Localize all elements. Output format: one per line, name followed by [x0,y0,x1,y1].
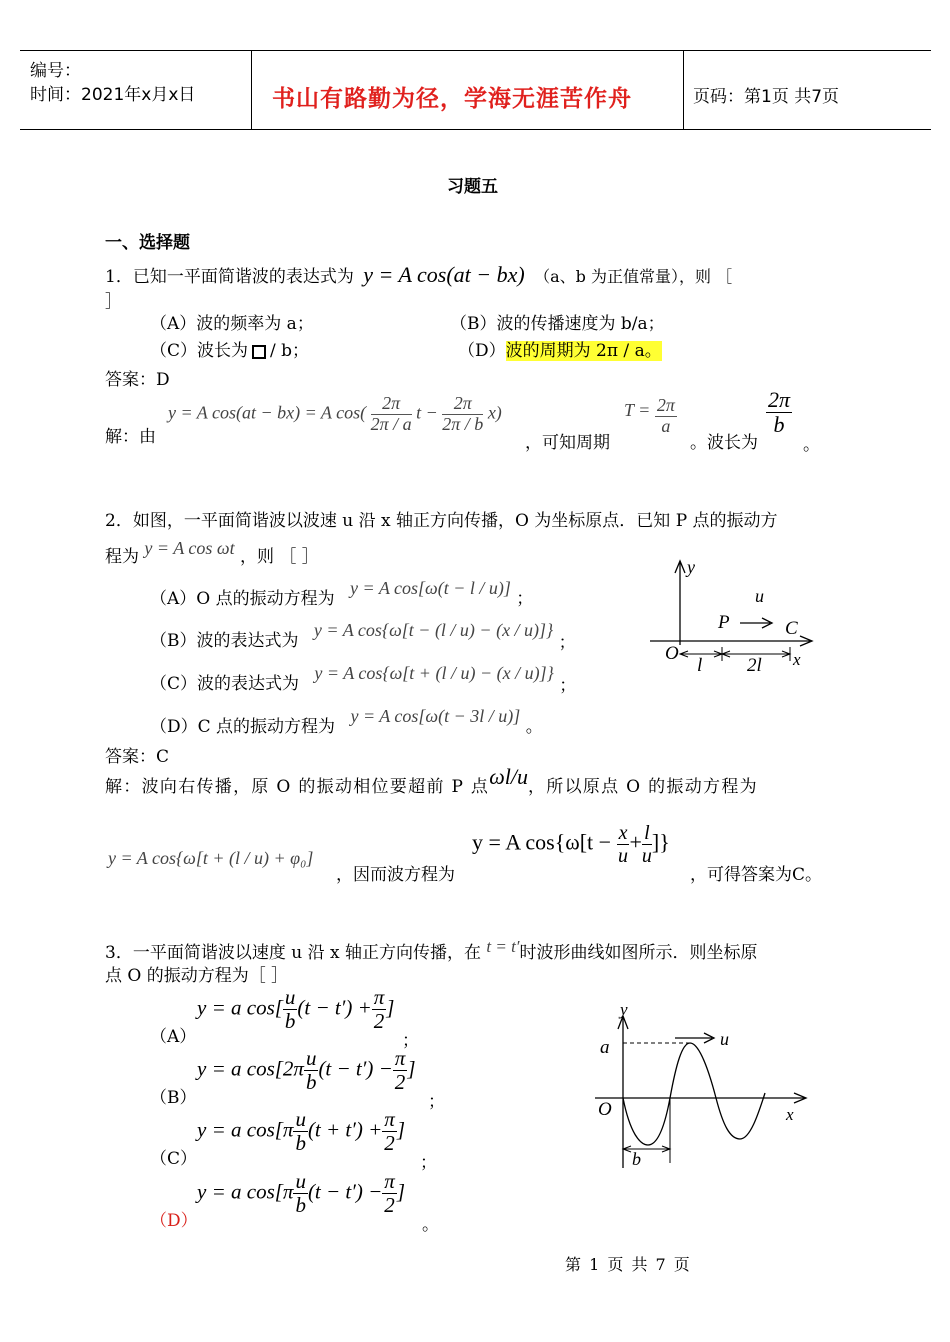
q2-wave-frac2-den: u [641,845,652,867]
q1-L-den: b [773,412,785,438]
q3-fig-u: u [720,1029,729,1049]
q3-option-a-formula [197,986,394,1033]
q1-end-period: 。 [803,435,820,455]
q1-solution-period-text: ，可知周期 [525,433,610,453]
lambda-placeholder-icon [252,345,266,359]
q3-d-frac-pi [382,1170,397,1217]
q2-solution-lead: 解：波向右传播，原 O 的振动相位要超前 P 点 [105,777,490,797]
q3-a-f3: ] [386,995,395,1020]
q1-wavelength-text: 。波长为 [690,433,758,453]
q2-option-a-formula: y = A cos[ω(t − l / u)] [350,578,511,598]
q2-stem-line2 [105,534,319,567]
q2-fig-x: x [793,650,801,669]
q3-wave-diagram [590,1003,820,1178]
q3-fig-O: O [598,1099,612,1120]
q2-fig-P: P [718,612,730,633]
q2-stem-tail: ，则 ［ ］ [240,547,319,567]
q2-stem-lead: 程为 [105,547,139,567]
q3-option-b-semi: ； [428,1092,445,1112]
q2-fig-y: y [687,557,695,577]
q3-d-frac-ub [293,1170,308,1217]
q2-wave-frac2-num: l [642,822,652,845]
q3-d-frac-2: 2 [384,1193,395,1218]
q2-wave-frac1-den: u [618,845,629,867]
q2-option-b-formula: y = A cos{ω[t − (l / u) − (x / u)]} [313,620,554,640]
q2-wave-diagram [645,555,845,685]
q2-solution-wave-formula [472,822,670,867]
q1-stem [105,262,732,288]
q3-option-a-semi: ； [402,1031,419,1051]
q2-fig-u: u [755,586,764,606]
q1-solution-lead: 解：由 [105,427,156,447]
q3-a-frac-pi-num: π [373,985,385,1009]
q2-option-b-label: （B）波的表达式为 [150,631,299,651]
q3-wave-curve [623,1043,765,1145]
q3-b-f1: y = a cos[2π [197,1056,304,1081]
q3-stem-line2: 点 O 的振动方程为［ ］ [105,966,289,986]
q3-a-frac-u: u [284,985,296,1009]
q3-b-frac-u: u [305,1046,317,1070]
q1-sol-frac1-den: 2π / a [370,413,412,434]
q2-wave-end: ]} [651,829,670,855]
q3-option-b-label: （B） [150,1088,197,1108]
q3-c-frac-2: 2 [384,1131,395,1156]
q1-sol-formula-start: y = A cos(at − bx) = A cos( [168,402,367,423]
q2-option-d-label: （D）C 点的振动方程为 [150,717,336,737]
q1-T-frac [655,396,677,437]
q3-a-f1: y = a cos[ [197,995,283,1020]
document-time-label: 时间：2021年x月x日 [30,85,196,105]
q3-option-c-semi: ； [420,1153,437,1173]
q1-L-num: 2π [768,387,791,412]
q1-solution-formula [168,394,502,435]
q3-d-frac-b: b [295,1193,306,1218]
q2-option-d [150,702,543,737]
q3-d-f1: y = a cos[π [197,1179,294,1204]
q2-option-a [150,574,534,609]
q3-option-b-formula [197,1047,416,1094]
q3-fig-a: a [600,1037,610,1058]
q1-option-a: （A）波的频率为 a； [150,314,314,334]
q1-sol-end: x) [487,402,502,423]
q1-option-d-highlighted: 波的周期为 2π / a。 [505,341,662,361]
q3-option-d-label: （D） [150,1211,198,1231]
q3-d-f3: ] [396,1179,405,1204]
q3-a-frac-ub [283,986,298,1033]
page-footer: 第 1 页 共 7 页 [565,1255,690,1274]
q2-fig-C: C [785,618,798,639]
q3-stem-lead: 3．一平面简谐波以速度 u 沿 x 轴正方向传播，在 [105,943,481,963]
document-number-label: 编号： [30,61,81,81]
q2-option-c-formula: y = A cos{ω[t + (l / u) − (x / u)]} [314,663,554,683]
q1-wavelength-formula [766,388,792,437]
q2-fig-O: O [665,643,679,664]
q3-c-frac-b: b [295,1131,306,1156]
q1-L-frac [766,388,792,437]
q3-option-c-formula [197,1108,405,1155]
q3-a-frac-pi [372,986,387,1033]
q2-option-d-period: 。 [525,717,543,737]
q3-b-f3: ] [407,1056,416,1081]
q1-stem-tail: （a、b 为正值常量），则 ［ [534,267,733,286]
q1-sol-frac1 [371,394,412,435]
q1-option-c-label: （C）波长为 [150,341,249,361]
q3-b-frac-b: b [305,1070,317,1095]
q1-sol-frac2-num: 2π [442,394,483,415]
q2-solution-phase: ωl/u [489,764,528,789]
q2-option-a-label: （A）O 点的振动方程为 [150,589,335,609]
q1-option-d-label: （D） [458,341,506,361]
q1-solution [105,398,156,447]
q1-sol-frac2 [442,394,483,435]
q3-d-frac-u: u [295,1169,306,1193]
page-title: 习题五 [447,177,498,197]
q1-bracket-close: ］ [105,292,122,312]
q2-option-c-label: （C）波的表达式为 [150,674,300,694]
q3-stem-time: t = t′ [486,937,520,956]
q2-solution-tail: ，所以原点 O 的振动方程为 [527,777,758,797]
q1-answer: 答案：D [105,370,170,390]
q3-c-f1: y = a cos[π [197,1117,294,1142]
q1-option-c-tail: / b； [270,341,310,361]
q3-d-f2: (t − t′) − [307,1179,383,1204]
q3-option-d-period: 。 [422,1215,439,1235]
q1-option-b: （B）波的传播速度为 b/a； [450,314,665,334]
q3-a-frac-b: b [284,1009,296,1034]
q3-b-frac-pi-num: π [394,1046,406,1070]
q3-stem-line1 [105,934,758,963]
q1-stem-text: 1．已知一平面简谐波的表达式为 [105,267,354,287]
q2-fig-l: l [697,655,703,676]
q1-sol-frac1-num: 2π [371,394,412,415]
q2-wave-frac1-num: x [618,822,628,844]
q3-c-frac-ub [293,1108,308,1155]
q1-period-formula [624,396,677,437]
q3-fig-y: y [620,1003,628,1019]
q2-solution-mid: ，因而波方程为 [336,865,455,885]
q2-option-b [150,616,576,653]
page-number-label: 页码：第1页 共7页 [693,87,840,107]
q3-c-f2: (t + t′) + [307,1117,383,1142]
q1-T-num: 2π [656,395,675,415]
q3-c-f3: ] [396,1117,405,1142]
q3-option-c-label: （C） [150,1149,198,1169]
q3-b-f2: (t − t′) − [318,1056,393,1081]
q3-fig-b: b [632,1149,641,1169]
q2-wave-plus: + [629,829,642,855]
q2-option-a-semi: ； [516,589,534,609]
q2-solution-end: ，可得答案为C。 [690,865,823,885]
q2-solution-origin-formula: y = A cos{ω[t + (l / u) + φ₀] [108,848,314,868]
q1-option-c [150,336,309,361]
q2-fig-2l: 2l [747,655,762,676]
q2-wave-frac1 [617,822,630,867]
q2-stem-formula: y = A cos ωt [144,538,235,558]
q3-c-frac-u: u [295,1107,306,1131]
q2-option-d-formula: y = A cos[ω(t − 3l / u)] [350,706,521,726]
q3-c-frac-pi [382,1108,397,1155]
q1-T-label: T = [624,400,651,421]
q2-option-b-semi: ； [558,633,576,653]
q1-sol-frac2-den: 2π / b [442,413,484,434]
q3-b-frac-ub [304,1047,319,1094]
q1-formula: y = A cos(at − bx) [363,262,525,287]
q1-sol-mid: t − [416,402,438,423]
section-heading: 一、选择题 [105,233,190,253]
q2-answer: 答案：C [105,747,170,767]
q2-option-c-semi: ； [559,676,577,696]
q2-stem-line1: 2．如图，一平面简谐波以波速 u 沿 x 轴正方向传播，O 为坐标原点．已知 P 点的振动方 [105,511,778,531]
q2-wave-f-start: y = A cos{ω[t − [472,829,612,855]
q3-a-frac-2: 2 [373,1009,385,1034]
q3-stem-tail: 时波形曲线如图所示．则坐标原 [519,943,758,963]
q3-b-frac-2: 2 [394,1070,406,1095]
q2-option-c [150,659,577,696]
q2-wave-frac2 [642,822,652,867]
q3-b-frac-pi [393,1047,408,1094]
q3-c-frac-pi-num: π [384,1107,395,1131]
q2-solution-line1 [105,764,758,797]
header-motto: 书山有路勤为径，学海无涯苦作舟 [272,86,632,112]
q3-a-f2: (t − t′) + [297,995,372,1020]
q3-option-a-label: （A） [150,1027,197,1047]
q1-option-d [458,336,662,361]
q3-option-d-formula [197,1170,405,1217]
q1-T-den: a [661,415,671,436]
q3-fig-x: x [786,1105,794,1124]
q3-d-frac-pi-num: π [384,1169,395,1193]
